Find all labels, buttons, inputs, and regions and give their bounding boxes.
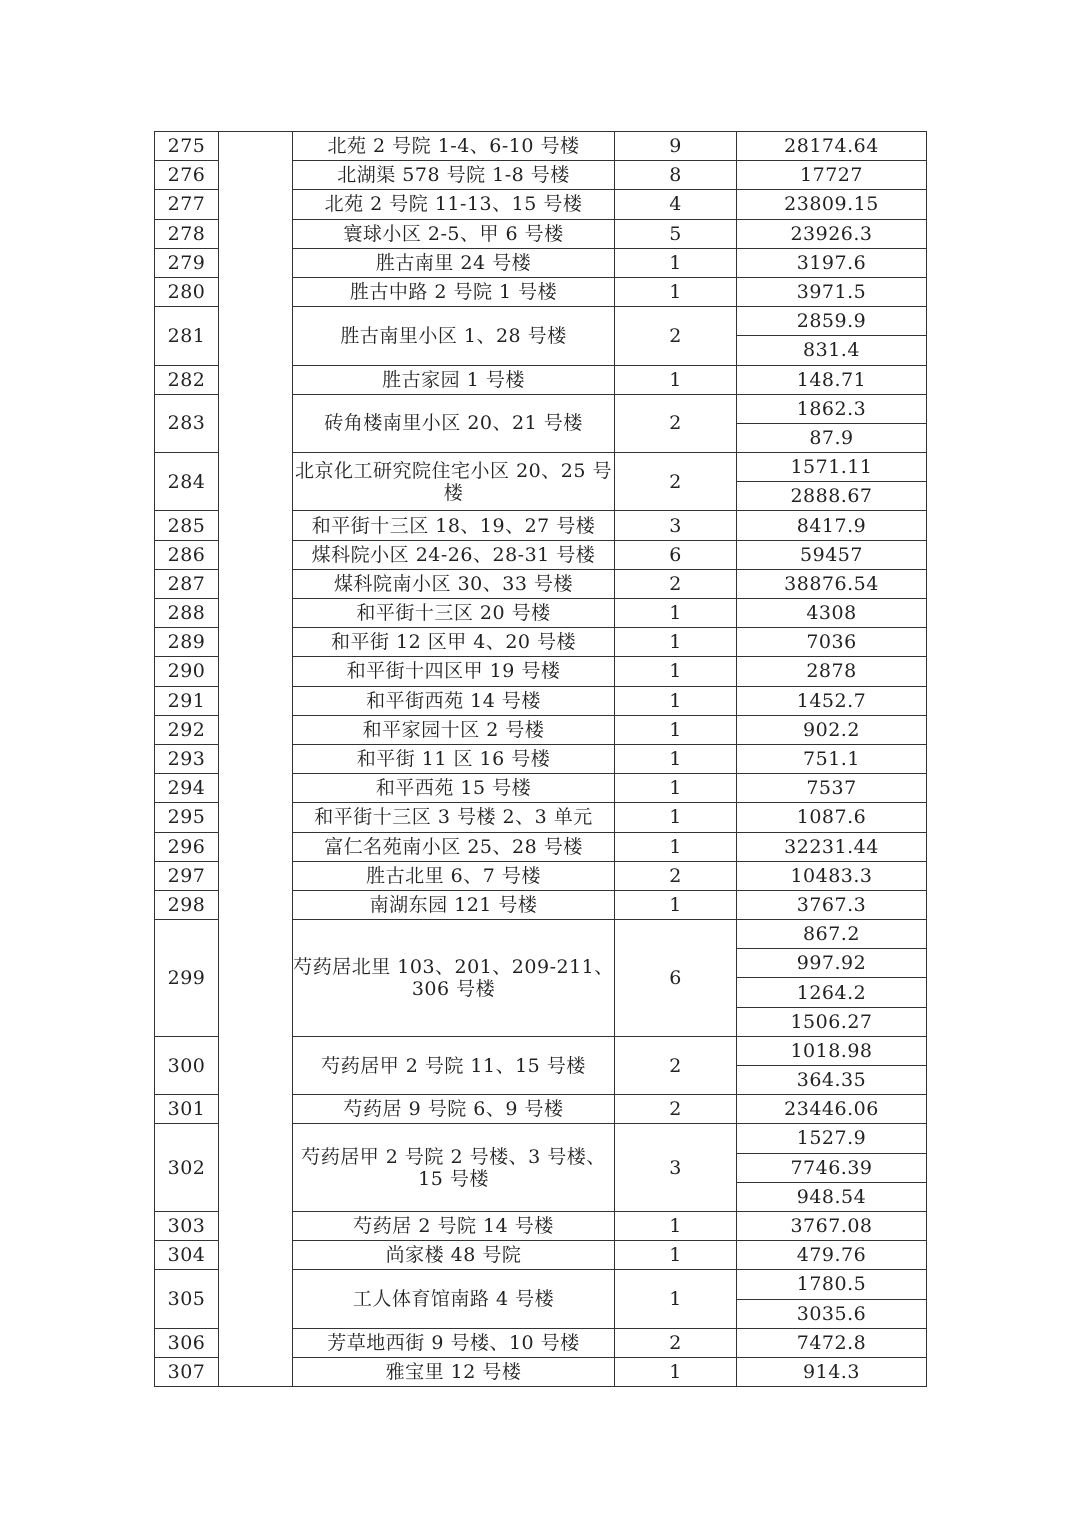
area-value: 867.2 bbox=[737, 920, 927, 949]
building-count: 1 bbox=[615, 774, 737, 803]
building-name: 和平家园十区 2 号楼 bbox=[293, 715, 615, 744]
row-number: 280 bbox=[155, 277, 219, 306]
building-name: 寰球小区 2-5、甲 6 号楼 bbox=[293, 219, 615, 248]
area-value: 17727 bbox=[737, 161, 927, 190]
area-value: 997.92 bbox=[737, 949, 927, 978]
building-name: 煤科院小区 24-26、28-31 号楼 bbox=[293, 540, 615, 569]
building-count: 3 bbox=[615, 1124, 737, 1212]
row-number: 290 bbox=[155, 657, 219, 686]
building-count: 2 bbox=[615, 861, 737, 890]
row-number: 282 bbox=[155, 365, 219, 394]
row-number: 296 bbox=[155, 832, 219, 861]
row-number: 284 bbox=[155, 453, 219, 511]
building-count: 9 bbox=[615, 132, 737, 161]
row-number: 285 bbox=[155, 511, 219, 540]
row-number: 279 bbox=[155, 248, 219, 277]
building-name: 雅宝里 12 号楼 bbox=[293, 1357, 615, 1386]
area-value: 479.76 bbox=[737, 1241, 927, 1270]
building-count: 1 bbox=[615, 832, 737, 861]
building-count: 2 bbox=[615, 1036, 737, 1094]
area-value: 1780.5 bbox=[737, 1270, 927, 1299]
building-name: 和平西苑 15 号楼 bbox=[293, 774, 615, 803]
area-value: 4308 bbox=[737, 599, 927, 628]
building-name: 和平街十四区甲 19 号楼 bbox=[293, 657, 615, 686]
building-name: 富仁名苑南小区 25、28 号楼 bbox=[293, 832, 615, 861]
area-value: 23926.3 bbox=[737, 219, 927, 248]
area-value: 3971.5 bbox=[737, 277, 927, 306]
area-value: 148.71 bbox=[737, 365, 927, 394]
building-name: 和平街十三区 18、19、27 号楼 bbox=[293, 511, 615, 540]
row-number: 288 bbox=[155, 599, 219, 628]
area-value: 28174.64 bbox=[737, 132, 927, 161]
row-number: 306 bbox=[155, 1328, 219, 1357]
area-value: 1571.11 bbox=[737, 453, 927, 482]
row-number: 303 bbox=[155, 1211, 219, 1240]
building-count: 5 bbox=[615, 219, 737, 248]
building-count: 1 bbox=[615, 744, 737, 773]
building-name: 煤科院南小区 30、33 号楼 bbox=[293, 569, 615, 598]
area-value: 23446.06 bbox=[737, 1095, 927, 1124]
area-value: 1087.6 bbox=[737, 803, 927, 832]
area-value: 38876.54 bbox=[737, 569, 927, 598]
row-number: 307 bbox=[155, 1357, 219, 1386]
building-count: 1 bbox=[615, 657, 737, 686]
building-count: 1 bbox=[615, 365, 737, 394]
area-value: 3197.6 bbox=[737, 248, 927, 277]
area-value: 1527.9 bbox=[737, 1124, 927, 1153]
building-count: 1 bbox=[615, 277, 737, 306]
building-name: 工人体育馆南路 4 号楼 bbox=[293, 1270, 615, 1328]
building-count: 1 bbox=[615, 599, 737, 628]
building-count: 1 bbox=[615, 1211, 737, 1240]
area-value: 2859.9 bbox=[737, 307, 927, 336]
area-value: 7537 bbox=[737, 774, 927, 803]
row-number: 283 bbox=[155, 394, 219, 452]
building-count: 2 bbox=[615, 1095, 737, 1124]
building-count: 1 bbox=[615, 248, 737, 277]
area-value: 1264.2 bbox=[737, 978, 927, 1007]
building-name: 胜古南里小区 1、28 号楼 bbox=[293, 307, 615, 365]
building-name: 胜古北里 6、7 号楼 bbox=[293, 861, 615, 890]
area-value: 8417.9 bbox=[737, 511, 927, 540]
row-number: 289 bbox=[155, 628, 219, 657]
area-value: 1452.7 bbox=[737, 686, 927, 715]
building-count: 3 bbox=[615, 511, 737, 540]
table-row bbox=[155, 132, 927, 161]
building-count: 2 bbox=[615, 1328, 737, 1357]
building-count: 2 bbox=[615, 569, 737, 598]
building-count: 2 bbox=[615, 394, 737, 452]
area-value: 59457 bbox=[737, 540, 927, 569]
building-name: 尚家楼 48 号院 bbox=[293, 1241, 615, 1270]
building-count: 8 bbox=[615, 161, 737, 190]
building-name: 胜古家园 1 号楼 bbox=[293, 365, 615, 394]
row-number: 305 bbox=[155, 1270, 219, 1328]
building-name: 砖角楼南里小区 20、21 号楼 bbox=[293, 394, 615, 452]
building-name: 芍药居 9 号院 6、9 号楼 bbox=[293, 1095, 615, 1124]
building-count: 1 bbox=[615, 628, 737, 657]
building-count: 1 bbox=[615, 1357, 737, 1386]
area-value: 914.3 bbox=[737, 1357, 927, 1386]
area-value: 23809.15 bbox=[737, 190, 927, 219]
building-name: 芍药居甲 2 号院 2 号楼、3 号楼、15 号楼 bbox=[293, 1124, 615, 1212]
building-name: 和平街十三区 3 号楼 2、3 单元 bbox=[293, 803, 615, 832]
building-name: 和平街西苑 14 号楼 bbox=[293, 686, 615, 715]
area-value: 1862.3 bbox=[737, 394, 927, 423]
row-number: 275 bbox=[155, 132, 219, 161]
area-value: 1506.27 bbox=[737, 1007, 927, 1036]
row-number: 295 bbox=[155, 803, 219, 832]
building-count: 6 bbox=[615, 540, 737, 569]
building-count: 2 bbox=[615, 453, 737, 511]
row-number: 281 bbox=[155, 307, 219, 365]
table-body bbox=[155, 132, 927, 1387]
building-name: 芍药居北里 103、201、209-211、306 号楼 bbox=[293, 920, 615, 1037]
area-value: 948.54 bbox=[737, 1182, 927, 1211]
area-value: 831.4 bbox=[737, 336, 927, 365]
building-name: 和平街 11 区 16 号楼 bbox=[293, 744, 615, 773]
row-number: 287 bbox=[155, 569, 219, 598]
building-name: 北苑 2 号院 1-4、6-10 号楼 bbox=[293, 132, 615, 161]
row-number: 292 bbox=[155, 715, 219, 744]
area-value: 1018.98 bbox=[737, 1036, 927, 1065]
building-count: 1 bbox=[615, 803, 737, 832]
building-name: 胜古南里 24 号楼 bbox=[293, 248, 615, 277]
area-value: 87.9 bbox=[737, 423, 927, 452]
district-cell bbox=[219, 132, 293, 1387]
area-value: 32231.44 bbox=[737, 832, 927, 861]
building-name: 和平街 12 区甲 4、20 号楼 bbox=[293, 628, 615, 657]
building-count: 4 bbox=[615, 190, 737, 219]
row-number: 286 bbox=[155, 540, 219, 569]
area-value: 2878 bbox=[737, 657, 927, 686]
area-value: 3035.6 bbox=[737, 1299, 927, 1328]
area-value: 7472.8 bbox=[737, 1328, 927, 1357]
building-count: 1 bbox=[615, 890, 737, 919]
building-name: 北湖渠 578 号院 1-8 号楼 bbox=[293, 161, 615, 190]
building-table bbox=[154, 131, 927, 1387]
building-name: 北京化工研究院住宅小区 20、25 号楼 bbox=[293, 453, 615, 511]
row-number: 294 bbox=[155, 774, 219, 803]
area-value: 3767.3 bbox=[737, 890, 927, 919]
row-number: 291 bbox=[155, 686, 219, 715]
area-value: 3767.08 bbox=[737, 1211, 927, 1240]
area-value: 7036 bbox=[737, 628, 927, 657]
area-value: 7746.39 bbox=[737, 1153, 927, 1182]
building-name: 胜古中路 2 号院 1 号楼 bbox=[293, 277, 615, 306]
area-value: 751.1 bbox=[737, 744, 927, 773]
area-value: 364.35 bbox=[737, 1066, 927, 1095]
building-count: 1 bbox=[615, 1241, 737, 1270]
row-number: 293 bbox=[155, 744, 219, 773]
building-count: 1 bbox=[615, 715, 737, 744]
building-name: 芍药居甲 2 号院 11、15 号楼 bbox=[293, 1036, 615, 1094]
row-number: 301 bbox=[155, 1095, 219, 1124]
row-number: 297 bbox=[155, 861, 219, 890]
row-number: 300 bbox=[155, 1036, 219, 1094]
building-count: 1 bbox=[615, 686, 737, 715]
row-number: 276 bbox=[155, 161, 219, 190]
row-number: 304 bbox=[155, 1241, 219, 1270]
row-number: 298 bbox=[155, 890, 219, 919]
building-count: 1 bbox=[615, 1270, 737, 1328]
area-value: 902.2 bbox=[737, 715, 927, 744]
area-value: 2888.67 bbox=[737, 482, 927, 511]
building-name: 南湖东园 121 号楼 bbox=[293, 890, 615, 919]
building-name: 芳草地西街 9 号楼、10 号楼 bbox=[293, 1328, 615, 1357]
building-count: 6 bbox=[615, 920, 737, 1037]
row-number: 277 bbox=[155, 190, 219, 219]
building-name: 芍药居 2 号院 14 号楼 bbox=[293, 1211, 615, 1240]
building-name: 和平街十三区 20 号楼 bbox=[293, 599, 615, 628]
area-value: 10483.3 bbox=[737, 861, 927, 890]
row-number: 278 bbox=[155, 219, 219, 248]
building-count: 2 bbox=[615, 307, 737, 365]
row-number: 302 bbox=[155, 1124, 219, 1212]
row-number: 299 bbox=[155, 920, 219, 1037]
building-name: 北苑 2 号院 11-13、15 号楼 bbox=[293, 190, 615, 219]
